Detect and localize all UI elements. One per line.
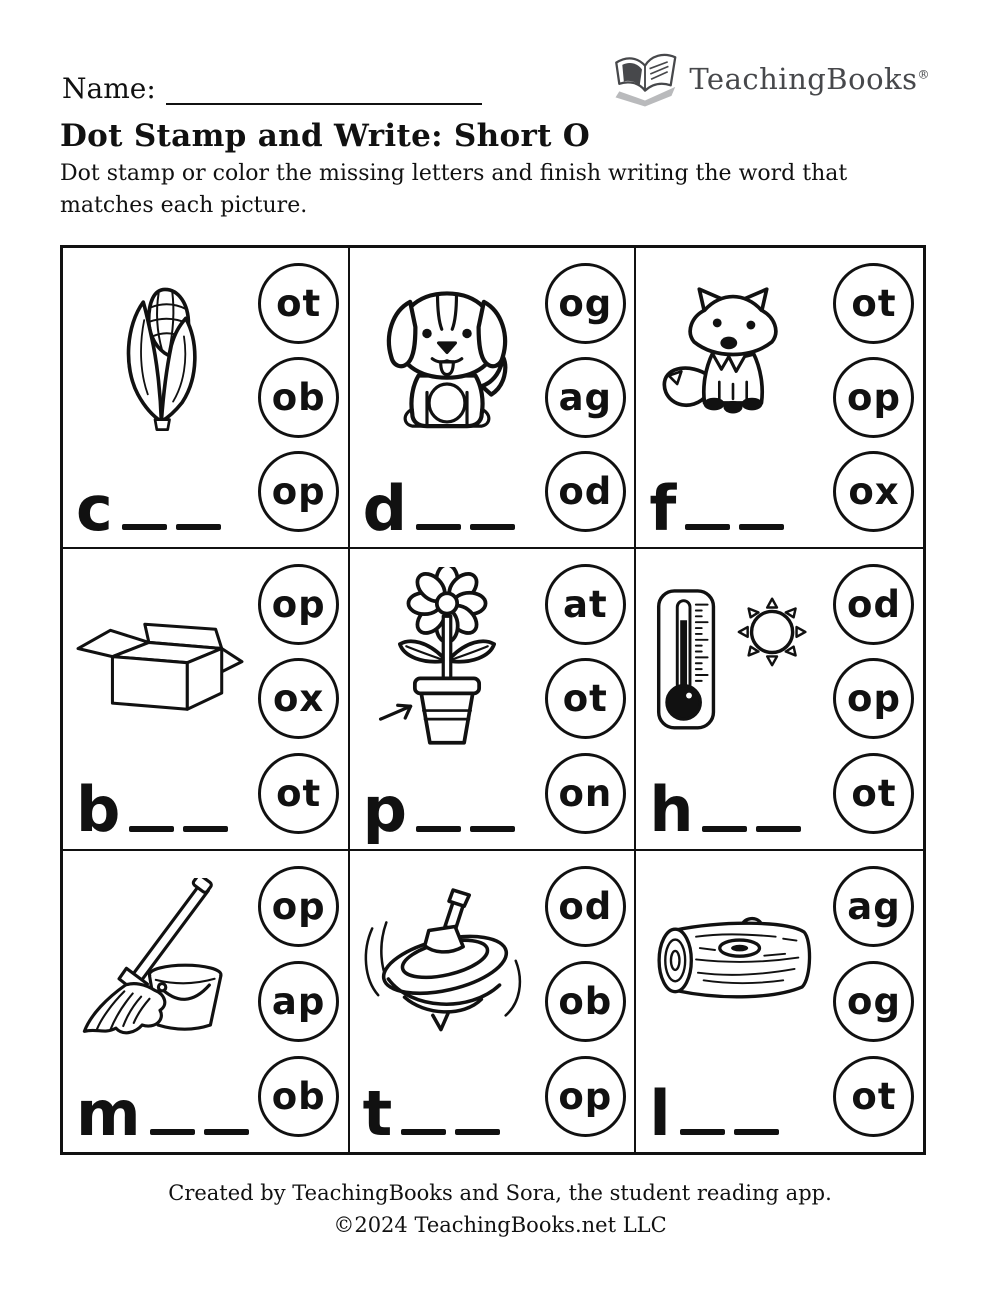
spinning-top-image — [354, 859, 540, 1065]
option-circle[interactable] — [833, 866, 914, 947]
fox-image — [640, 256, 826, 462]
option-circle[interactable] — [833, 753, 914, 834]
option-label: ot — [276, 771, 322, 815]
open-book-icon — [607, 46, 683, 112]
starting-letter: p — [362, 773, 408, 847]
cell-flower-pot — [350, 549, 637, 850]
worksheet-grid — [60, 245, 926, 1155]
cell-spinning-top — [350, 851, 637, 1152]
mop-image — [67, 859, 253, 1065]
blank-line[interactable] — [702, 826, 747, 832]
cell-hot — [636, 549, 923, 850]
option-circle[interactable] — [833, 564, 914, 645]
option-circle[interactable] — [258, 451, 339, 532]
registered-mark: ® — [917, 67, 930, 82]
option-circle[interactable] — [258, 658, 339, 739]
option-label: ox — [273, 677, 325, 721]
option-circle[interactable] — [258, 866, 339, 947]
options-log — [830, 866, 918, 1137]
starting-letter: d — [362, 471, 408, 545]
cell-box — [63, 549, 350, 850]
option-label: op — [271, 884, 326, 928]
word-mop — [76, 1076, 249, 1150]
cell-fox — [636, 248, 923, 549]
word-fox — [649, 471, 784, 545]
corn-image — [67, 256, 253, 462]
options-pot — [541, 564, 629, 833]
option-label: op — [847, 376, 901, 420]
option-label: ob — [271, 1075, 326, 1118]
option-circle[interactable] — [833, 961, 914, 1042]
option-label: ox — [848, 470, 900, 514]
option-label: od — [558, 470, 613, 514]
option-label: og — [558, 282, 613, 325]
teachingbooks-logo — [607, 46, 930, 112]
blank-line[interactable] — [470, 524, 515, 530]
starting-letter: m — [76, 1076, 141, 1150]
blank-line[interactable] — [176, 524, 221, 530]
log-image — [640, 859, 826, 1065]
word-pot — [362, 773, 515, 847]
option-label: ag — [847, 884, 901, 928]
blank-line[interactable] — [204, 1129, 249, 1135]
word-corn — [76, 471, 221, 545]
option-circle[interactable] — [258, 357, 339, 438]
options-dog — [541, 263, 629, 532]
blank-line[interactable] — [401, 1129, 446, 1135]
dog-image — [354, 256, 540, 462]
blank-line[interactable] — [685, 524, 730, 530]
blank-line[interactable] — [416, 524, 461, 530]
cell-corn — [63, 248, 350, 549]
option-label: od — [558, 884, 613, 928]
blank-line[interactable] — [416, 826, 461, 832]
option-label: ot — [276, 282, 322, 325]
blank-line[interactable] — [122, 524, 167, 530]
footer — [0, 1178, 1000, 1241]
name-write-line[interactable] — [166, 75, 482, 105]
option-label: ot — [851, 771, 897, 815]
page-title: Dot Stamp and Write: Short O — [60, 118, 591, 154]
option-label: ot — [851, 1075, 897, 1118]
option-label: ap — [271, 979, 326, 1023]
word-top — [362, 1076, 501, 1150]
blank-line[interactable] — [680, 1129, 725, 1135]
starting-letter: f — [649, 471, 677, 545]
option-circle[interactable] — [258, 564, 339, 645]
option-label: op — [271, 470, 326, 514]
option-circle[interactable] — [833, 1056, 914, 1137]
starting-letter: l — [649, 1076, 671, 1150]
option-label: ob — [558, 979, 613, 1023]
hot-thermometer-sun-image — [640, 557, 826, 763]
option-label: od — [847, 583, 901, 627]
option-label: ag — [558, 376, 613, 420]
cell-mop — [63, 851, 350, 1152]
blank-line[interactable] — [150, 1129, 195, 1135]
option-circle[interactable] — [258, 753, 339, 834]
option-circle[interactable] — [545, 753, 626, 834]
option-label: ob — [271, 376, 326, 420]
option-label: op — [271, 583, 326, 627]
option-circle[interactable] — [833, 357, 914, 438]
option-label: op — [847, 677, 901, 721]
page-instructions: Dot stamp or color the missing letters and finish writing the word that matches each picture. — [60, 161, 848, 218]
option-circle[interactable] — [833, 658, 914, 739]
cell-dog — [350, 248, 637, 549]
option-circle[interactable] — [258, 263, 339, 344]
logo-wordmark: TeachingBooks® — [689, 62, 930, 96]
name-row — [62, 72, 482, 105]
option-label: op — [558, 1075, 613, 1118]
starting-letter: h — [649, 773, 694, 847]
option-circle[interactable] — [833, 451, 914, 532]
options-hot — [830, 564, 918, 833]
blank-line[interactable] — [455, 1129, 500, 1135]
option-circle[interactable] — [545, 263, 626, 344]
name-label: Name: — [62, 72, 156, 105]
option-label: on — [558, 771, 613, 815]
option-circle[interactable] — [258, 1056, 339, 1137]
starting-letter: b — [76, 773, 121, 847]
starting-letter: t — [362, 1076, 393, 1150]
footer-credit-line: Created by TeachingBooks and Sora, the student reading app. — [168, 1181, 832, 1205]
option-circle[interactable] — [545, 357, 626, 438]
flower-pot-image — [354, 557, 540, 763]
blank-line[interactable] — [739, 524, 784, 530]
options-box — [255, 564, 343, 833]
word-box — [76, 773, 228, 847]
starting-letter: c — [76, 471, 113, 545]
blank-line[interactable] — [734, 1129, 779, 1135]
option-label: ot — [562, 677, 608, 721]
word-dog — [362, 471, 515, 545]
footer-copyright-line: ©2024 TeachingBooks.net LLC — [333, 1212, 667, 1237]
options-mop — [255, 866, 343, 1137]
word-hot — [649, 773, 801, 847]
option-circle[interactable] — [545, 564, 626, 645]
blank-line[interactable] — [756, 826, 801, 832]
blank-line[interactable] — [183, 826, 228, 832]
option-circle[interactable] — [545, 658, 626, 739]
option-label: at — [563, 583, 608, 627]
option-circle[interactable] — [258, 961, 339, 1042]
option-circle[interactable] — [545, 451, 626, 532]
cell-log — [636, 851, 923, 1152]
option-circle[interactable] — [833, 263, 914, 344]
word-log — [649, 1076, 778, 1150]
options-corn — [255, 263, 343, 532]
option-circle[interactable] — [545, 961, 626, 1042]
option-label: og — [847, 979, 901, 1023]
option-circle[interactable] — [545, 1056, 626, 1137]
options-top — [541, 866, 629, 1137]
option-label: ot — [851, 282, 897, 325]
option-circle[interactable] — [545, 866, 626, 947]
box-image — [67, 557, 253, 763]
blank-line[interactable] — [470, 826, 515, 832]
options-fox — [830, 263, 918, 532]
blank-line[interactable] — [129, 826, 174, 832]
